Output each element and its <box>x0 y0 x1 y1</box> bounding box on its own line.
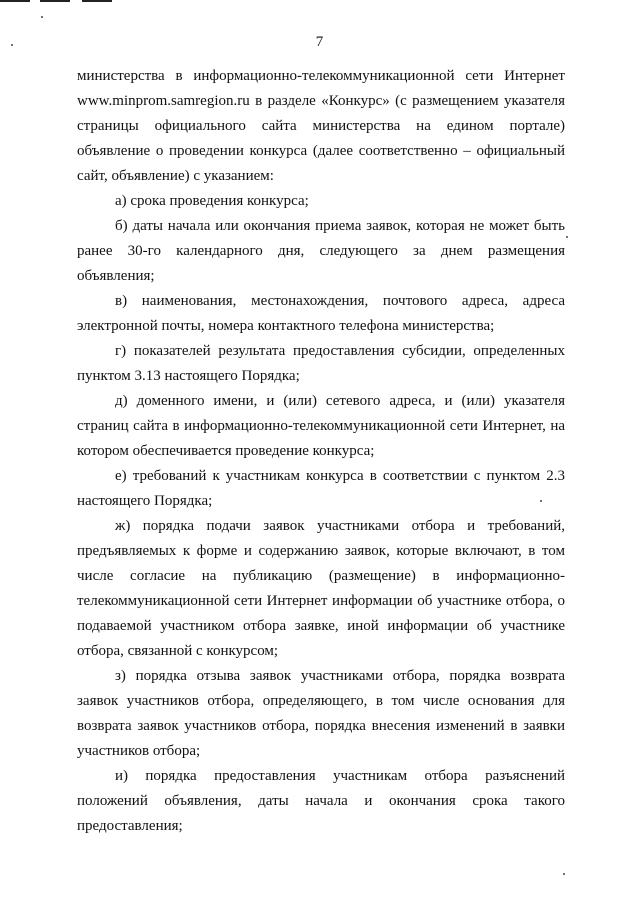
document-body <box>77 64 565 839</box>
list-item-a: а) срока проведения конкурса; <box>115 193 309 209</box>
list-item-d: д) доменного имени, и (или) сетевого адреса, и (или) указателя страниц сайта в информационно-телекоммуникационной сети Интернет, на котором обеспечивается проведение конкурса; <box>77 393 565 459</box>
scan-speck <box>566 236 568 238</box>
scan-edge-mark <box>82 0 112 2</box>
list-item-v: в) наименования, местонахождения, почтового адреса, адреса электронной почты, номера контактного телефона министерства; <box>77 293 565 334</box>
scan-edge-mark <box>0 0 30 2</box>
list-item-b: б) даты начала или окончания приема заявок, которая не может быть ранее 30-го календарного дня, следующего за днем размещения объявления; <box>77 218 565 284</box>
list-item-g: г) показателей результата предоставления субсидии, определенных пунктом 3.13 настоящего Порядка; <box>77 343 565 384</box>
scan-speck <box>563 873 565 875</box>
page-number: 7 <box>315 34 324 50</box>
list-item-zh: ж) порядка подачи заявок участниками отбора и требований, предъявляемых к форме и содержанию заявок, которые включают, в том числе согласие на публикацию (размещение) в информационно-телекоммуникационной сети Интернет информации об участнике отбора, о подаваемой участником отбора заявке, иной информации об участнике отбора, связанной с конкурсом; <box>77 518 565 659</box>
list-item-e: е) требований к участникам конкурса в соответствии с пунктом 2.3 настоящего Порядка; <box>77 468 565 509</box>
list-item-z: з) порядка отзыва заявок участниками отбора, порядка возврата заявок участников отбора, определяющего, в том числе основания для возврата заявок участников отбора, порядка внесения изменений в заявки участников отбора; <box>77 668 565 759</box>
list-item-i: и) порядка предоставления участникам отбора разъяснений положений объявления, даты начала и окончания срока такого предоставления; <box>77 768 565 834</box>
scan-speck <box>41 16 43 18</box>
paragraph-intro: министерства в информационно-телекоммуникационной сети Интернет www.minprom.samregion.ru в разделе «Конкурс» (с размещением указателя страницы официального сайта министерства на едином портале) объявление о проведении конкурса (далее соответственно – официальный сайт, объявление) с указанием: <box>77 68 565 184</box>
scan-edge-mark <box>40 0 70 2</box>
